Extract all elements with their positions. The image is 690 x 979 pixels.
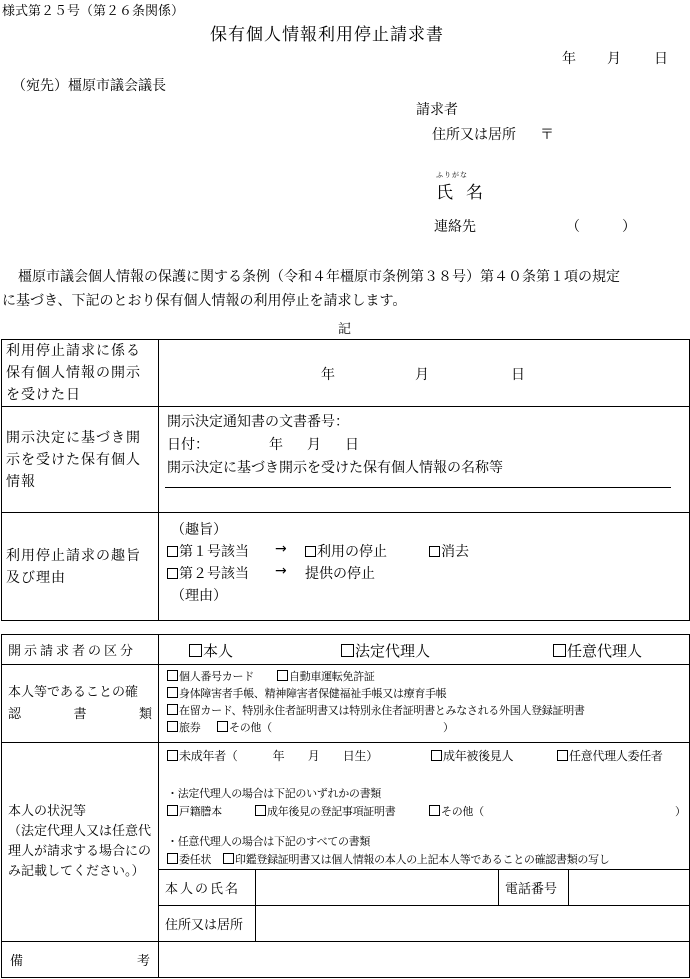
doc-day: 日 (345, 437, 359, 453)
confirm-docs-cell (159, 665, 690, 743)
confirm-label-cell (2, 665, 159, 743)
disclosed-info-label-cell (2, 407, 159, 513)
status-commissioner[interactable]: 任意代理人委任者 (557, 747, 663, 764)
option-clause2[interactable]: 第２号該当 (167, 563, 249, 583)
checkbox-stop-use[interactable] (305, 546, 316, 557)
legal-doc-family-register[interactable]: 戸籍謄本 (167, 803, 222, 819)
disclosure-day: 日 (511, 366, 525, 383)
checkbox-residence-card[interactable] (167, 704, 178, 715)
doc-other[interactable]: その他（ ） (217, 719, 454, 735)
checkbox-voluntary-agent[interactable] (553, 644, 566, 657)
doc-month: 月 (307, 437, 321, 453)
checkbox-guardian-cert[interactable] (255, 805, 266, 816)
option-clause1[interactable]: 第１号該当 (167, 541, 249, 561)
remarks-label: 備 考 (10, 954, 150, 969)
disclosure-date-label-cell (2, 340, 159, 407)
status-ward[interactable]: 成年被後見人 (431, 747, 513, 764)
checkbox-mynumber[interactable] (167, 670, 178, 681)
doc-date-label: 日付： (167, 437, 209, 453)
checkbox-commissioner[interactable] (557, 750, 568, 761)
doc-license[interactable]: 自動車運転免許証 (277, 668, 375, 684)
legal-doc-other-close: ） (675, 805, 686, 818)
category-voluntary-agent[interactable]: 任意代理人 (553, 640, 642, 661)
confirm-row (2, 665, 690, 743)
voluntary-doc-seal-cert[interactable]: 印鑑登録証明書又は個人情報の本人の上記本人等であることの確認書類の写し (223, 851, 610, 867)
address-label: 住所又は居所 (432, 127, 516, 143)
purpose-value-cell[interactable] (159, 513, 690, 621)
doc-year: 年 (269, 437, 283, 453)
postal-mark[interactable]: 〒 (540, 127, 554, 143)
checkbox-disability[interactable] (167, 687, 178, 698)
status-details-cell (159, 743, 690, 870)
category-legal-agent[interactable]: 法定代理人 (341, 640, 430, 661)
status-label-cell (2, 743, 159, 942)
option-stop-use[interactable]: 利用の停止 (305, 541, 387, 561)
header-date-month: 月 (607, 51, 621, 67)
purpose-label: 利用停止請求の趣旨及び理由 (6, 547, 141, 586)
header-date-day: 日 (654, 51, 668, 67)
phone-field[interactable] (569, 870, 690, 906)
contact-area-code[interactable]: （ ） (566, 219, 636, 235)
checkbox-legal-other[interactable] (429, 805, 440, 816)
remarks-field[interactable] (159, 942, 690, 978)
doc-residence-card[interactable]: 在留カード、特別永住者証明書又は特別永住者証明書とみなされる外国人登録証明書 (167, 702, 585, 718)
disclosure-date-row (2, 340, 690, 407)
stop-provision-label: 提供の停止 (305, 566, 375, 582)
remarks-row (2, 942, 690, 978)
checkbox-clause1[interactable] (167, 546, 178, 557)
disclosed-info-label: 開示決定に基づき開示を受けた保有個人情報 (6, 429, 141, 490)
checkbox-self[interactable] (189, 644, 202, 657)
doc-passport[interactable]: 旅券 (167, 719, 200, 735)
category-options-cell (159, 635, 690, 665)
phone-label-cell (499, 870, 569, 906)
checkbox-clause2[interactable] (167, 568, 178, 579)
remarks-label-cell (2, 942, 159, 978)
confirm-label-line1: 本人等であることの確 (8, 684, 139, 700)
checkbox-family-register[interactable] (167, 805, 178, 816)
info-name-label: 開示決定に基づき開示を受けた保有個人情報の名称等 (167, 460, 503, 476)
arrow-2: → (275, 563, 287, 579)
page-title: 保有個人情報利用停止請求書 (210, 25, 444, 45)
voluntary-doc-power-of-attorney[interactable]: 委任状 (167, 851, 211, 867)
doc-disability[interactable]: 身体障害者手帳、精神障害者保健福祉手帳又は療育手帳 (167, 685, 447, 701)
disclosed-info-row (2, 407, 690, 513)
checkbox-passport[interactable] (167, 721, 178, 732)
disclosed-info-value-cell[interactable] (159, 407, 690, 513)
confirm-label-line2: 認 書 類 (8, 706, 152, 722)
disclosure-date-value-cell[interactable] (159, 340, 690, 407)
reason-heading: （理由） (171, 588, 227, 604)
category-self[interactable]: 本人 (189, 640, 233, 661)
checkbox-ward[interactable] (431, 750, 442, 761)
status-note: （法定代理人又は任意代理人が請求する場合にのみ記載してください。） (8, 824, 152, 879)
checkbox-erase[interactable] (429, 546, 440, 557)
info-name-line[interactable] (165, 487, 671, 488)
checkbox-power-of-attorney[interactable] (167, 853, 178, 864)
person-name-label-cell (159, 870, 256, 906)
status-row (2, 743, 690, 870)
name-label-1: 氏 (436, 183, 453, 203)
disclosure-date-label: 利用停止請求に係る保有個人情報の開示を受けた日 (6, 343, 141, 403)
person-address-label-cell (159, 906, 256, 942)
voluntary-agent-heading: ・任意代理人の場合は下記のすべての書類 (167, 835, 371, 848)
category-label: 開示請求者の区分 (8, 644, 137, 659)
name-ruby: ふりがな (436, 171, 468, 179)
purpose-label-cell (2, 513, 159, 621)
ki-label: 記 (338, 322, 352, 337)
name-label-2: 名 (466, 183, 483, 203)
checkbox-legal-agent[interactable] (341, 644, 354, 657)
arrow-1: → (275, 541, 287, 557)
status-minor[interactable]: 未成年者（ 年 月 日生） (167, 747, 378, 764)
person-name-label: 本人の氏名 (165, 882, 241, 897)
addressee: （宛先）橿原市議会議長 (12, 78, 166, 94)
body-paragraph-line2: に基づき、下記のとおり保有個人情報の利用停止を請求します。 (2, 293, 407, 309)
requester-label: 請求者 (416, 102, 458, 118)
legal-doc-guardian-cert[interactable]: 成年後見の登記事項証明書 (255, 803, 395, 819)
checkbox-doc-other[interactable] (217, 721, 228, 732)
doc-mynumber[interactable]: 個人番号カード (167, 668, 254, 684)
legal-agent-heading: ・法定代理人の場合は下記のいずれかの書類 (167, 787, 381, 800)
person-address-field[interactable] (256, 906, 690, 942)
legal-doc-other[interactable]: その他（ (429, 803, 484, 819)
checkbox-seal-cert[interactable] (223, 853, 234, 864)
disclosure-year: 年 (321, 366, 335, 383)
header-date-year: 年 (562, 51, 576, 67)
category-row (2, 635, 690, 665)
status-label: 本人の状況等 (8, 804, 87, 819)
checkbox-minor[interactable] (167, 750, 178, 761)
doc-number-label: 開示決定通知書の文書番号： (167, 414, 349, 430)
disclosure-month: 月 (415, 366, 429, 383)
request-detail-table (1, 339, 690, 621)
checkbox-license[interactable] (277, 670, 288, 681)
person-name-field[interactable] (256, 870, 499, 906)
body-paragraph-line1: 橿原市議会個人情報の保護に関する条例（令和４年橿原市条例第３８号）第４０条第１項の規定 (18, 269, 620, 285)
option-erase[interactable]: 消去 (429, 541, 469, 561)
form-number: 様式第２５号（第２６条関係） (2, 4, 185, 19)
person-address-label: 住所又は居所 (165, 918, 244, 933)
category-label-cell (2, 635, 159, 665)
requester-info-table (1, 634, 690, 978)
purpose-heading: （趣旨） (171, 522, 227, 538)
contact-label: 連絡先 (434, 219, 476, 235)
phone-label: 電話番号 (505, 882, 558, 897)
purpose-row (2, 513, 690, 621)
